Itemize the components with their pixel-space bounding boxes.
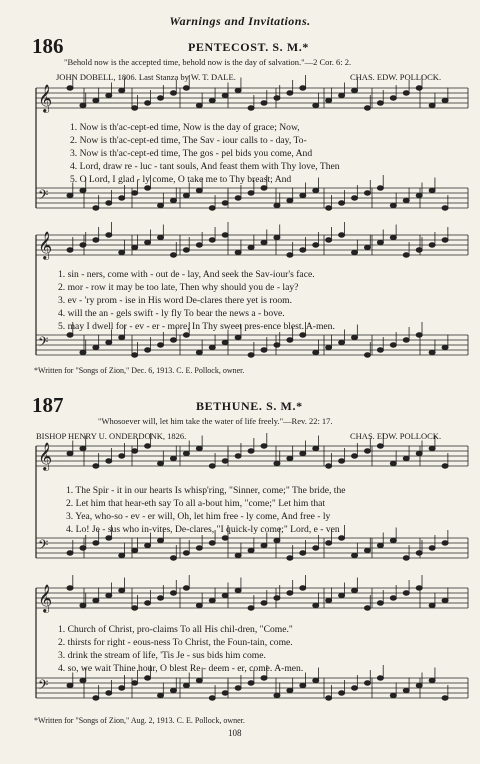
- note-head: [403, 253, 409, 257]
- note-head: [132, 245, 138, 249]
- note-head: [429, 678, 435, 682]
- note-head: [145, 601, 151, 605]
- note-head: [235, 454, 241, 458]
- note-head: [222, 340, 228, 344]
- note-head: [261, 543, 267, 547]
- note-head: [80, 446, 86, 450]
- note-head: [132, 449, 138, 453]
- note-head: [170, 253, 176, 257]
- note-head: [429, 188, 435, 192]
- lyric-line: 3. ev - 'ry prom - ise in His word De-clares there yet is room.: [58, 295, 293, 306]
- note-head: [390, 693, 396, 697]
- note-head: [93, 98, 99, 102]
- hymn-number-187: 187: [32, 393, 64, 417]
- note-head: [390, 343, 396, 347]
- note-head: [93, 464, 99, 468]
- note-head: [364, 353, 370, 357]
- lyric-line: 4. Lo! Je - sus who in-vites, De-clares, "I quick-ly come;" Lord, e - ven: [66, 524, 340, 535]
- lyric-line: 2. Let him that hear-eth say To all a-bout him, "come;" Let him that: [66, 498, 326, 509]
- treble-clef-icon: 𝄞: [38, 84, 53, 112]
- note-head: [209, 598, 215, 602]
- note-head: [67, 683, 73, 687]
- note-head: [287, 556, 293, 560]
- note-head: [364, 606, 370, 610]
- lyric-line: 1. The Spir - it in our hearts Is whisp'ring, "Sinner, come;" The bride, the: [66, 485, 346, 496]
- note-head: [67, 86, 73, 90]
- bass-clef-icon: 𝄢: [38, 187, 49, 206]
- note-head: [145, 444, 151, 448]
- note-head: [67, 333, 73, 337]
- note-head: [429, 243, 435, 247]
- note-head: [222, 201, 228, 205]
- note-head: [364, 245, 370, 249]
- note-head: [183, 86, 189, 90]
- page-number: 108: [228, 728, 242, 738]
- note-head: [106, 233, 112, 237]
- note-head: [132, 191, 138, 195]
- note-head: [145, 101, 151, 105]
- note-head: [300, 193, 306, 197]
- note-head: [158, 538, 164, 542]
- note-head: [429, 350, 435, 354]
- note-head: [313, 188, 319, 192]
- lyric-line: 3. Now is th'ac-cept-ed time, The gos - pel bids you come, And: [70, 148, 313, 159]
- note-head: [248, 449, 254, 453]
- lyric-line: 2. mor - row it may be too late, Then why should you de - lay?: [58, 282, 299, 293]
- note-head: [80, 243, 86, 247]
- note-head: [429, 103, 435, 107]
- note-head: [235, 553, 241, 557]
- note-head: [119, 88, 125, 92]
- scripture-quote: "Behold now is the accepted time, behold now is the day of salvation."—2 Cor. 6: 2.: [64, 57, 352, 67]
- note-head: [67, 248, 73, 252]
- note-head: [93, 238, 99, 242]
- note-head: [339, 201, 345, 205]
- note-head: [106, 340, 112, 344]
- note-head: [248, 548, 254, 552]
- note-head: [274, 96, 280, 100]
- note-head: [339, 340, 345, 344]
- note-head: [326, 345, 332, 349]
- note-head: [209, 98, 215, 102]
- note-head: [170, 556, 176, 560]
- note-head: [222, 536, 228, 540]
- note-head: [119, 553, 125, 557]
- note-head: [352, 88, 358, 92]
- note-head: [326, 98, 332, 102]
- note-head: [119, 454, 125, 458]
- note-head: [183, 683, 189, 687]
- note-head: [339, 691, 345, 695]
- note-head: [235, 250, 241, 254]
- note-head: [145, 676, 151, 680]
- note-head: [93, 206, 99, 210]
- note-head: [170, 338, 176, 342]
- note-head: [145, 186, 151, 190]
- note-head: [67, 586, 73, 590]
- note-head: [222, 233, 228, 237]
- note-head: [67, 551, 73, 555]
- note-head: [390, 96, 396, 100]
- note-head: [209, 345, 215, 349]
- note-head: [183, 451, 189, 455]
- note-head: [352, 686, 358, 690]
- words-credit: BISHOP HENRY U. ONDERDONK, 1826.: [36, 431, 187, 441]
- note-head: [313, 103, 319, 107]
- note-head: [80, 546, 86, 550]
- note-head: [403, 591, 409, 595]
- note-head: [416, 451, 422, 455]
- lyric-line: 2. thirsts for right - eous-ness To Christ, the Foun-tain, come.: [58, 637, 293, 648]
- note-head: [183, 248, 189, 252]
- note-head: [300, 333, 306, 337]
- note-head: [442, 696, 448, 700]
- note-head: [339, 536, 345, 540]
- hymn-number-186: 186: [32, 34, 64, 58]
- note-head: [326, 464, 332, 468]
- note-head: [196, 103, 202, 107]
- note-head: [300, 451, 306, 455]
- note-head: [209, 206, 215, 210]
- note-head: [313, 243, 319, 247]
- note-head: [442, 206, 448, 210]
- note-head: [287, 198, 293, 202]
- note-head: [287, 253, 293, 257]
- note-head: [170, 688, 176, 692]
- note-head: [403, 556, 409, 560]
- note-head: [80, 188, 86, 192]
- note-head: [274, 235, 280, 239]
- music-credit: CHAS. EDW. POLLOCK.: [350, 431, 442, 441]
- note-head: [364, 106, 370, 110]
- note-head: [93, 541, 99, 545]
- note-head: [352, 196, 358, 200]
- note-head: [313, 350, 319, 354]
- note-head: [248, 191, 254, 195]
- note-head: [442, 541, 448, 545]
- lyric-line: 4. so, we wait Thine hour, O blest Re - deem - er, come. A-men.: [58, 663, 304, 674]
- note-head: [364, 681, 370, 685]
- note-head: [377, 601, 383, 605]
- note-head: [287, 456, 293, 460]
- note-head: [222, 459, 228, 463]
- note-head: [377, 444, 383, 448]
- note-head: [222, 691, 228, 695]
- note-head: [196, 188, 202, 192]
- music-credit: CHAS. EDW. POLLOCK.: [350, 72, 442, 82]
- note-head: [145, 348, 151, 352]
- note-head: [235, 686, 241, 690]
- note-head: [326, 598, 332, 602]
- note-head: [339, 233, 345, 237]
- note-head: [313, 546, 319, 550]
- note-head: [261, 101, 267, 105]
- note-head: [93, 598, 99, 602]
- note-head: [235, 588, 241, 592]
- note-head: [313, 678, 319, 682]
- note-head: [158, 343, 164, 347]
- note-head: [261, 444, 267, 448]
- note-head: [300, 551, 306, 555]
- note-head: [326, 238, 332, 242]
- note-head: [352, 335, 358, 339]
- note-head: [274, 461, 280, 465]
- note-head: [339, 593, 345, 597]
- note-head: [80, 103, 86, 107]
- note-head: [67, 451, 73, 455]
- note-head: [300, 586, 306, 590]
- note-head: [248, 353, 254, 357]
- note-head: [196, 603, 202, 607]
- note-head: [106, 93, 112, 97]
- note-head: [300, 86, 306, 90]
- note-head: [170, 91, 176, 95]
- note-head: [119, 588, 125, 592]
- note-head: [416, 248, 422, 252]
- note-head: [209, 464, 215, 468]
- treble-clef-icon: 𝄞: [38, 442, 53, 470]
- note-head: [326, 696, 332, 700]
- note-head: [287, 91, 293, 95]
- note-head: [326, 206, 332, 210]
- lyric-line: 1. Church of Christ, pro-claims To all His chil-dren, "Come.": [58, 624, 293, 635]
- note-head: [261, 240, 267, 244]
- note-head: [390, 596, 396, 600]
- note-head: [442, 98, 448, 102]
- note-head: [416, 333, 422, 337]
- note-head: [222, 93, 228, 97]
- note-head: [80, 603, 86, 607]
- note-head: [93, 696, 99, 700]
- note-head: [196, 546, 202, 550]
- note-head: [274, 203, 280, 207]
- note-head: [274, 538, 280, 542]
- note-head: [416, 551, 422, 555]
- note-head: [287, 688, 293, 692]
- note-head: [132, 606, 138, 610]
- note-head: [145, 543, 151, 547]
- words-credit: JOHN DOBELL, 1806. Last Stanza by W. T. DALE.: [56, 72, 236, 82]
- note-head: [158, 693, 164, 697]
- note-head: [261, 186, 267, 190]
- note-head: [158, 203, 164, 207]
- lyric-line: 2. Now is th'ac-cept-ed time, The Sav - iour calls to - day, To-: [70, 135, 307, 146]
- note-head: [339, 93, 345, 97]
- note-head: [416, 683, 422, 687]
- note-head: [183, 551, 189, 555]
- note-head: [300, 683, 306, 687]
- note-head: [248, 681, 254, 685]
- note-head: [326, 541, 332, 545]
- note-head: [132, 106, 138, 110]
- footnote: *Written for "Songs of Zion," Aug. 2, 1913. C. E. Pollock, owner.: [34, 716, 245, 725]
- note-head: [442, 345, 448, 349]
- note-head: [352, 250, 358, 254]
- lyric-line: 4. will the an - gels swift - ly fly To bear the news a - bove.: [58, 308, 285, 319]
- note-head: [196, 243, 202, 247]
- note-head: [170, 456, 176, 460]
- note-head: [93, 345, 99, 349]
- note-head: [352, 553, 358, 557]
- lyric-line: 5. may I dwell for - ev - er - more, In Thy sweet pres-ence blest. A-men.: [58, 321, 335, 332]
- note-head: [106, 459, 112, 463]
- note-head: [80, 350, 86, 354]
- note-head: [183, 193, 189, 197]
- note-head: [158, 96, 164, 100]
- note-head: [416, 193, 422, 197]
- note-head: [132, 548, 138, 552]
- note-head: [377, 240, 383, 244]
- note-head: [261, 676, 267, 680]
- note-head: [274, 343, 280, 347]
- note-head: [403, 456, 409, 460]
- note-head: [429, 546, 435, 550]
- treble-clef-icon: 𝄞: [38, 584, 53, 612]
- note-head: [106, 691, 112, 695]
- note-head: [158, 596, 164, 600]
- note-head: [442, 464, 448, 468]
- note-head: [287, 591, 293, 595]
- note-head: [209, 541, 215, 545]
- note-head: [442, 238, 448, 242]
- note-head: [403, 688, 409, 692]
- note-head: [364, 449, 370, 453]
- note-head: [377, 543, 383, 547]
- note-head: [403, 91, 409, 95]
- note-head: [261, 601, 267, 605]
- note-head: [119, 250, 125, 254]
- note-head: [313, 603, 319, 607]
- note-head: [352, 454, 358, 458]
- note-head: [390, 235, 396, 239]
- note-head: [209, 696, 215, 700]
- bass-clef-icon: 𝄢: [38, 537, 49, 556]
- note-head: [429, 603, 435, 607]
- note-head: [106, 536, 112, 540]
- note-head: [158, 461, 164, 465]
- note-head: [390, 538, 396, 542]
- note-head: [261, 348, 267, 352]
- note-head: [106, 593, 112, 597]
- note-head: [403, 198, 409, 202]
- note-head: [416, 86, 422, 90]
- bass-clef-icon: 𝄢: [38, 334, 49, 353]
- note-head: [196, 350, 202, 354]
- note-head: [403, 338, 409, 342]
- note-head: [235, 88, 241, 92]
- note-head: [158, 235, 164, 239]
- note-head: [145, 240, 151, 244]
- note-head: [119, 196, 125, 200]
- note-head: [132, 353, 138, 357]
- note-head: [170, 198, 176, 202]
- note-head: [248, 606, 254, 610]
- note-head: [235, 335, 241, 339]
- note-head: [300, 248, 306, 252]
- note-head: [119, 686, 125, 690]
- note-head: [80, 678, 86, 682]
- note-head: [274, 693, 280, 697]
- section-header: Warnings and Invitations.: [169, 14, 311, 28]
- note-head: [196, 446, 202, 450]
- note-head: [339, 459, 345, 463]
- note-head: [196, 678, 202, 682]
- note-head: [183, 333, 189, 337]
- lyric-line: 3. Yea, who-so - ev - er will, Oh, let him free - ly come, And free - ly: [66, 511, 331, 522]
- note-head: [390, 203, 396, 207]
- note-head: [377, 101, 383, 105]
- note-head: [352, 588, 358, 592]
- note-head: [416, 586, 422, 590]
- hymn-title-bethune: BETHUNE. S. M.*: [196, 399, 303, 413]
- note-head: [209, 238, 215, 242]
- note-head: [442, 598, 448, 602]
- treble-clef-icon: 𝄞: [38, 231, 53, 259]
- bass-clef-icon: 𝄢: [38, 677, 49, 696]
- scripture-quote: "Whosoever will, let him take the water of life freely."—Rev. 22: 17.: [98, 416, 333, 426]
- note-head: [222, 593, 228, 597]
- note-head: [119, 335, 125, 339]
- hymn-title-pentecost: PENTECOST. S. M.*: [188, 40, 309, 54]
- lyric-line: 3. drink the stream of life, 'Tis Je - sus bids him come.: [58, 650, 266, 661]
- note-head: [170, 591, 176, 595]
- lyric-line: 1. sin - ners, come with - out de - lay, And seek the Sav-iour's face.: [58, 269, 315, 280]
- footnote: *Written for "Songs of Zion," Dec. 6, 1913. C. E. Pollock, owner.: [34, 366, 245, 375]
- note-head: [287, 338, 293, 342]
- note-head: [390, 461, 396, 465]
- note-head: [364, 548, 370, 552]
- note-head: [377, 348, 383, 352]
- note-head: [364, 191, 370, 195]
- note-head: [67, 193, 73, 197]
- lyric-line: 4. Lord, draw re - luc - tant souls, And feast them with Thy love, Then: [70, 161, 340, 172]
- note-head: [132, 681, 138, 685]
- note-head: [248, 106, 254, 110]
- note-head: [377, 676, 383, 680]
- note-head: [377, 186, 383, 190]
- lyric-line: 1. Now is th'ac-cept-ed time, Now is the day of grace; Now,: [70, 122, 300, 133]
- note-head: [313, 446, 319, 450]
- lyric-line: 5. O Lord, I glad - ly come, O take me to Thy breast; And: [70, 174, 292, 185]
- note-head: [248, 245, 254, 249]
- note-head: [274, 596, 280, 600]
- note-head: [183, 586, 189, 590]
- note-head: [235, 196, 241, 200]
- note-head: [429, 446, 435, 450]
- note-head: [106, 201, 112, 205]
